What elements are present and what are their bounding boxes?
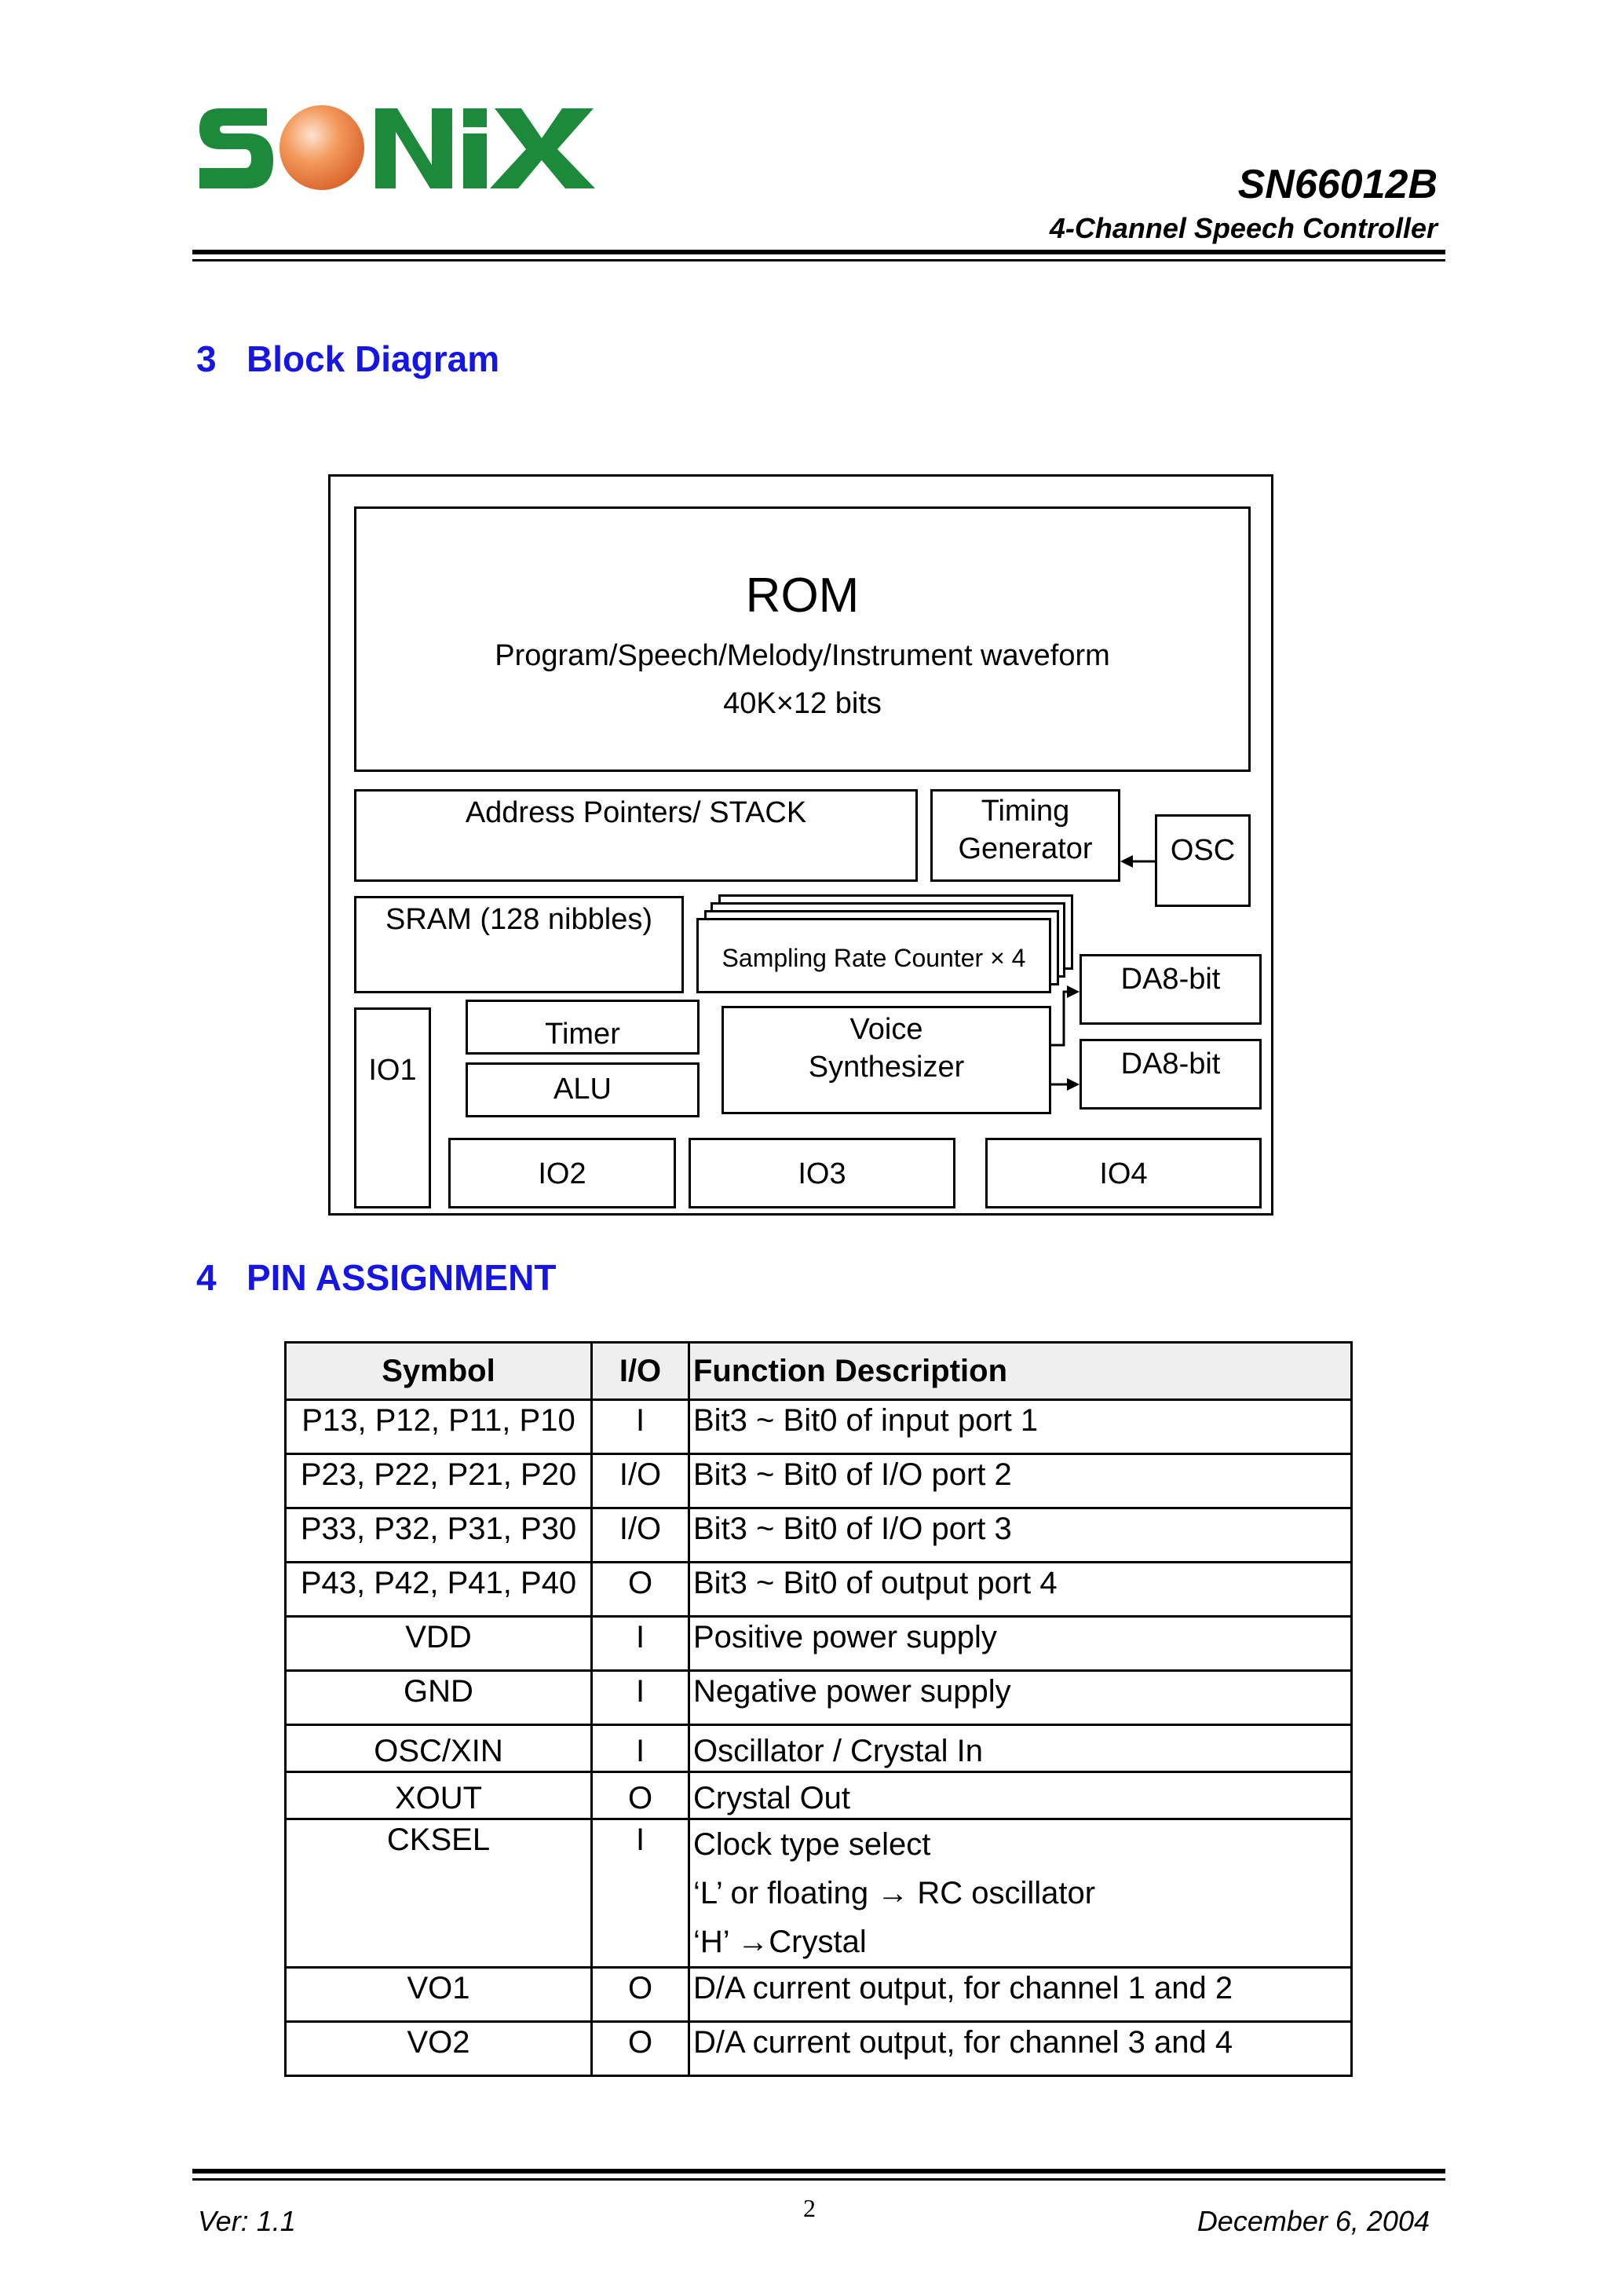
symbol-column-header: Symbol bbox=[286, 1343, 592, 1400]
io-column-header: I/O bbox=[592, 1343, 689, 1400]
section-title: PIN ASSIGNMENT bbox=[247, 1257, 557, 1298]
pin-symbol: P13, P12, P11, P10 bbox=[286, 1400, 592, 1454]
synth-to-da-top-arrow bbox=[1051, 992, 1070, 1045]
pin-symbol: GND bbox=[286, 1671, 592, 1725]
pin-io: O bbox=[592, 1772, 689, 1819]
table-row bbox=[286, 1968, 1352, 2022]
pin-function: Bit3 ~ Bit0 of input port 1 bbox=[689, 1400, 1352, 1454]
sonix-logo bbox=[196, 102, 597, 196]
io3-label: IO3 bbox=[798, 1157, 846, 1190]
pin-io: O bbox=[592, 1563, 689, 1617]
da-bottom-arrowhead-icon bbox=[1067, 1078, 1080, 1091]
pin-io: I/O bbox=[592, 1454, 689, 1508]
pin-symbol: P43, P42, P41, P40 bbox=[286, 1563, 592, 1617]
table-row bbox=[286, 1563, 1352, 1617]
pin-io: I bbox=[592, 1400, 689, 1454]
pin-function: Positive power supply bbox=[689, 1617, 1352, 1671]
pin-symbol: VDD bbox=[286, 1617, 592, 1671]
document-subtitle: 4-Channel Speech Controller bbox=[1049, 212, 1438, 244]
footer-rule bbox=[192, 2169, 1445, 2174]
pin-io: I bbox=[592, 1617, 689, 1671]
page-number: 2 bbox=[803, 2194, 816, 2222]
pin-io: I bbox=[592, 1671, 689, 1725]
table-header-row bbox=[286, 1343, 1352, 1400]
da-top-arrowhead-icon bbox=[1067, 985, 1080, 998]
sampling-rate-counter-label: Sampling Rate Counter × 4 bbox=[721, 944, 1026, 972]
io2-label: IO2 bbox=[538, 1157, 586, 1190]
da-bottom-label: DA8-bit bbox=[1120, 1047, 1221, 1080]
header-rule-thin bbox=[192, 259, 1445, 261]
pin-io: O bbox=[592, 1968, 689, 2022]
table-row bbox=[286, 1508, 1352, 1563]
pin-function: Oscillator / Crystal In bbox=[689, 1725, 1352, 1772]
pin-symbol: XOUT bbox=[286, 1772, 592, 1819]
alu-label: ALU bbox=[553, 1073, 612, 1106]
pin-symbol: CKSEL bbox=[286, 1819, 592, 1968]
address-pointers-label: Address Pointers/ STACK bbox=[465, 796, 807, 829]
pin-function: Negative power supply bbox=[689, 1671, 1352, 1725]
rom-title: ROM bbox=[745, 569, 860, 623]
document-title: SN66012B bbox=[1237, 162, 1438, 207]
timing-generator-label-1: Timing bbox=[981, 795, 1070, 828]
pin-function: Bit3 ~ Bit0 of I/O port 2 bbox=[689, 1454, 1352, 1508]
version-label: Ver: 1.1 bbox=[198, 2205, 296, 2237]
timer-label: Timer bbox=[545, 1018, 620, 1051]
date-label: December 6, 2004 bbox=[1196, 2205, 1430, 2237]
osc-label: OSC bbox=[1170, 834, 1236, 867]
table-row bbox=[286, 1671, 1352, 1725]
table-row bbox=[286, 1400, 1352, 1454]
pin-function-multiline bbox=[689, 1819, 1352, 1968]
pin-io: I bbox=[592, 1725, 689, 1772]
pin-function-line-3: ‘H’ →Crystal bbox=[693, 1925, 867, 1959]
sonix-logo-graphic bbox=[196, 102, 597, 196]
sram-label: SRAM (128 nibbles) bbox=[385, 903, 653, 936]
block-diagram bbox=[328, 474, 1273, 1216]
pin-symbol: P23, P22, P21, P20 bbox=[286, 1454, 592, 1508]
pin-function: Bit3 ~ Bit0 of output port 4 bbox=[689, 1563, 1352, 1617]
section-number: 3 bbox=[196, 338, 217, 379]
header-rule bbox=[192, 250, 1445, 254]
pin-io: I/O bbox=[592, 1508, 689, 1563]
io1-label: IO1 bbox=[368, 1054, 417, 1087]
footer-rule-thin bbox=[192, 2178, 1445, 2181]
block-diagram-arrows bbox=[331, 477, 1273, 1215]
da-top-label: DA8-bit bbox=[1120, 963, 1221, 996]
function-column-header: Function Description bbox=[689, 1343, 1352, 1400]
table-row bbox=[286, 1772, 1352, 1819]
pin-function: D/A current output, for channel 1 and 2 bbox=[689, 1968, 1352, 2022]
timing-generator-label-2: Generator bbox=[958, 832, 1093, 865]
pin-function: Bit3 ~ Bit0 of I/O port 3 bbox=[689, 1508, 1352, 1563]
pin-io: I bbox=[592, 1819, 689, 1968]
voice-synth-label-2: Synthesizer bbox=[808, 1050, 965, 1084]
table-row bbox=[286, 2022, 1352, 2076]
table-row bbox=[286, 1725, 1352, 1772]
table-row bbox=[286, 1617, 1352, 1671]
io4-label: IO4 bbox=[1099, 1157, 1148, 1190]
section-title: Block Diagram bbox=[247, 338, 500, 379]
pin-symbol: P33, P32, P31, P30 bbox=[286, 1508, 592, 1563]
table-row bbox=[286, 1819, 1352, 1968]
rom-description: Program/Speech/Melody/Instrument waveform bbox=[495, 638, 1110, 672]
pin-symbol: VO1 bbox=[286, 1968, 592, 2022]
rom-size: 40K×12 bits bbox=[723, 687, 882, 720]
voice-synth-label-1: Voice bbox=[849, 1013, 923, 1046]
block-diagram-heading bbox=[196, 338, 499, 380]
pin-io: O bbox=[592, 2022, 689, 2076]
table-row bbox=[286, 1454, 1352, 1508]
pin-assignment-table bbox=[284, 1341, 1353, 2077]
logo-ball-icon bbox=[279, 105, 364, 190]
osc-arrowhead-icon bbox=[1120, 855, 1133, 868]
pin-symbol: VO2 bbox=[286, 2022, 592, 2076]
pin-symbol: OSC/XIN bbox=[286, 1725, 592, 1772]
pin-assignment-heading bbox=[196, 1256, 556, 1299]
pin-function: Crystal Out bbox=[689, 1772, 1352, 1819]
pin-function: Clock type select bbox=[693, 1827, 931, 1862]
section-number: 4 bbox=[196, 1257, 217, 1298]
pin-function: D/A current output, for channel 3 and 4 bbox=[689, 2022, 1352, 2076]
pin-function-line-2: ‘L’ or floating → RC oscillator bbox=[693, 1876, 1096, 1910]
